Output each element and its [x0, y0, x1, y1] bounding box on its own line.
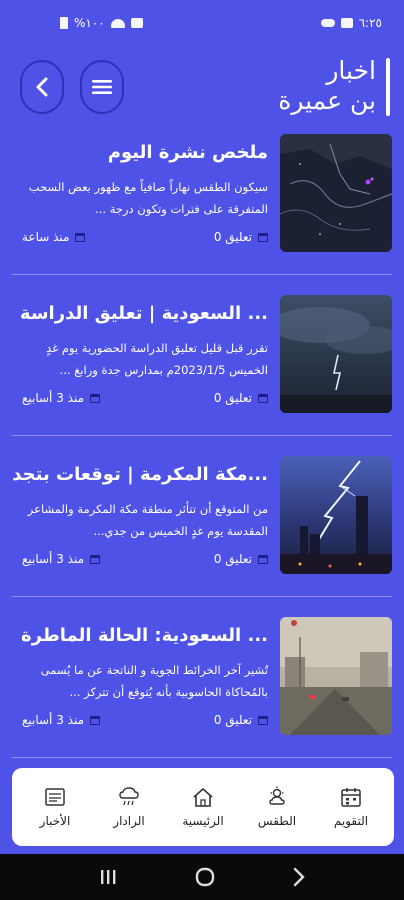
article-card[interactable]	[0, 130, 404, 290]
article-title[interactable]: مكة المكرمة | توقعات بتجد...	[12, 464, 268, 485]
article-time	[22, 230, 85, 244]
article-excerpt: سيكون الطقس نهاراً صافياً مع ظهور بعض السحب المتفرقة على فترات وتكون درجة ...	[28, 180, 268, 216]
nav-calendar-label: التقويم	[333, 814, 369, 828]
article-thumbnail-rainy-street[interactable]	[280, 617, 392, 735]
nav-news[interactable]	[20, 786, 90, 828]
article-title[interactable]: ملخص نشرة اليوم	[107, 142, 268, 163]
article-comments	[214, 552, 268, 566]
status-left	[60, 16, 143, 30]
status-right	[321, 16, 382, 30]
battery-percent: %١٠٠	[74, 16, 105, 30]
article-thumbnail-storm-clouds[interactable]	[280, 295, 392, 413]
back-chevron-icon[interactable]	[292, 867, 306, 887]
article-comments-text: 0 تعليق	[213, 230, 252, 244]
nav-radar[interactable]	[94, 786, 164, 828]
nav-weather-label: الطقس	[257, 814, 297, 828]
article-time	[22, 391, 100, 405]
article-excerpt: من المتوقع أن تتأثر منطقة مكة المكرمة والمشاعر المقدسة يوم غدٍ الخميس من جدي...	[27, 502, 268, 538]
cloud-rain-icon	[117, 786, 141, 808]
article-meta	[22, 391, 268, 405]
article-comments-text: 0 تعليق	[213, 391, 252, 405]
home-icon	[191, 786, 215, 808]
article-comments-text: 0 تعليق	[213, 552, 252, 566]
article-meta	[22, 230, 268, 244]
article-time-text: منذ 3 أسابيع	[22, 713, 85, 727]
article-thumbnail-satellite-map[interactable]	[280, 134, 392, 252]
app-header	[0, 54, 404, 118]
article-card[interactable]	[0, 291, 404, 451]
article-time	[22, 713, 100, 727]
back-button[interactable]	[20, 60, 64, 114]
article-card[interactable]	[0, 452, 404, 612]
gallery-icon	[341, 18, 353, 28]
article-excerpt: تُشير آخر الخرائط الجوية و الناتجة عن ما يُسمى بالمُحاكاة الحاسوبية بأنه يُتوقع أن تتركز ...	[40, 663, 268, 699]
calendar-icon	[75, 233, 85, 242]
article-time	[22, 552, 100, 566]
comment-icon	[258, 233, 268, 242]
divider	[12, 274, 392, 275]
divider	[12, 435, 392, 436]
article-time-text: منذ 3 أسابيع	[22, 552, 85, 566]
article-time-text: منذ ساعة	[22, 230, 70, 244]
article-time-text: منذ 3 أسابيع	[22, 391, 85, 405]
article-card[interactable]	[0, 613, 404, 773]
menu-button[interactable]	[80, 60, 124, 114]
battery-icon	[60, 17, 68, 29]
app-title-line2: بن عميرة	[278, 86, 376, 115]
article-comments-text: 0 تعليق	[213, 713, 252, 727]
status-bar	[0, 0, 404, 46]
nav-radar-label: الرادار	[113, 814, 145, 828]
calendar-icon	[90, 716, 100, 725]
article-comments	[214, 230, 268, 244]
wifi-icon	[111, 19, 125, 28]
title-accent-bar	[386, 58, 390, 116]
article-meta	[22, 552, 268, 566]
calendar-icon	[339, 786, 363, 808]
app-title	[278, 56, 376, 116]
article-excerpt: تقرر قبل قليل تعليق الدراسة الحضورية يوم غدٍ الخميس 2023/1/5م بمدارس جدة ورابغ ...	[46, 341, 268, 377]
newspaper-icon	[43, 786, 67, 808]
nav-calendar[interactable]	[316, 786, 386, 828]
article-comments	[214, 391, 268, 405]
recent-apps-icon[interactable]	[98, 868, 118, 886]
divider	[12, 757, 392, 758]
article-thumbnail-lightning-city[interactable]	[280, 456, 392, 574]
nav-news-label: الأخبار	[39, 814, 71, 828]
comment-icon	[258, 394, 268, 403]
chevron-left-icon	[34, 77, 50, 97]
comment-icon	[258, 716, 268, 725]
system-navigation-bar	[0, 854, 404, 900]
article-meta	[22, 713, 268, 727]
bottom-navigation	[12, 768, 394, 846]
calendar-icon	[90, 394, 100, 403]
hamburger-menu-icon	[91, 78, 113, 96]
nav-weather[interactable]	[242, 786, 312, 828]
cloud-icon	[321, 19, 335, 27]
status-time: ٦:٢٥	[358, 16, 382, 30]
article-title[interactable]: السعودية: الحالة الماطرة ...	[21, 625, 268, 646]
app-title-line1: اخبار	[326, 56, 376, 85]
sun-cloud-icon	[265, 786, 289, 808]
comment-icon	[258, 555, 268, 564]
article-comments	[214, 713, 268, 727]
article-title[interactable]: السعودية | تعليق الدراسة ...	[19, 303, 268, 324]
nav-home-label: الرئيسية	[182, 814, 224, 828]
divider	[12, 596, 392, 597]
home-circle-icon[interactable]	[194, 866, 216, 888]
signal-icon	[131, 18, 143, 28]
nav-home[interactable]	[168, 786, 238, 828]
calendar-icon	[90, 555, 100, 564]
